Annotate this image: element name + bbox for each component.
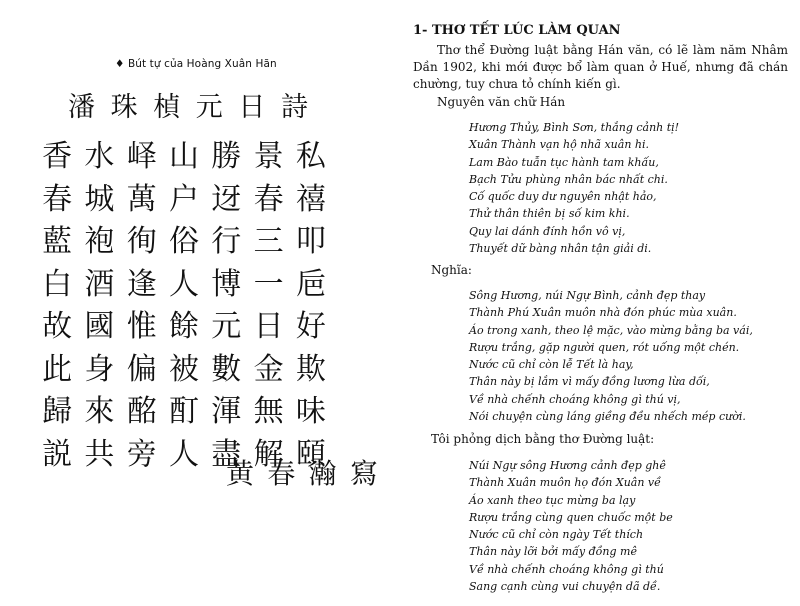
- calligraphy-char: 故: [42, 309, 73, 345]
- calligraphy-char: 徇: [126, 224, 157, 260]
- verse-line: Núi Ngự sông Hương cảnh đẹp ghê: [469, 459, 666, 472]
- title-char: 詩: [280, 92, 308, 123]
- calligraphy-char: 城: [84, 181, 115, 217]
- calligraphy-char: 好: [295, 309, 326, 345]
- signature: [226, 458, 378, 490]
- verse-line: Rượu trắng cùng quen chuốc một be: [469, 510, 673, 524]
- calligraphy-char: 勝: [211, 139, 242, 175]
- calligraphy-char: 味: [295, 394, 326, 430]
- calligraphy-grid: [36, 132, 332, 472]
- verse-line: Áo trong xanh, theo lệ mặc, vào mừng bằng ba vái,: [469, 323, 753, 337]
- verse-line: Sang cạnh cùng vui chuyện dã dề.: [469, 580, 661, 594]
- verse-line: Nước cũ chỉ còn ngày Tết thích: [469, 528, 644, 542]
- verse-line: Lam Bào tuẫn tục hành tam khấu,: [469, 155, 659, 169]
- verse-line: Cố quốc duy dư nguyên nhật hảo,: [469, 190, 657, 204]
- verse-line: Thuyết dữ bàng nhân tận giải di.: [469, 242, 652, 256]
- verse-line: Bạch Tửu phùng nhân bác nhất chi.: [469, 172, 668, 186]
- calligraphy-char: 香: [42, 139, 73, 175]
- calligraphy-char: 酒: [84, 266, 115, 302]
- verse-line: Thân này lỡi bởi mấy đồng mê: [469, 545, 637, 559]
- calligraphy-char: 此: [42, 351, 73, 387]
- verse-line: Xuân Thành vạn hộ nhã xuân hi.: [469, 138, 650, 152]
- calligraphy-char: 渾: [211, 394, 242, 430]
- calligraphy-char: 禧: [295, 181, 326, 217]
- calligraphy-char: 春: [253, 181, 284, 217]
- section-heading: 1- THƠ TẾT LÚC LÀM QUAN: [413, 23, 621, 38]
- verse-line: Rượu trắng, gặp người quen, rót uống một chén.: [469, 340, 740, 354]
- calligraphy-char: 數: [211, 351, 242, 387]
- section-label-translation: Tôi phỏng dịch bằng thơ Đường luật:: [431, 432, 655, 446]
- calligraphy-char: 旁: [126, 436, 157, 472]
- calligraphy-char: 説: [42, 436, 73, 472]
- title-char: 元: [195, 92, 223, 123]
- calligraphy-char: 萬: [126, 181, 157, 217]
- signature-char: 黄: [226, 457, 255, 490]
- calligraphy-char: 被: [168, 351, 199, 387]
- calligraphy-char: 惟: [126, 309, 157, 345]
- signature-char: 春: [267, 457, 296, 490]
- calligraphy-char: 叩: [295, 224, 326, 260]
- verse-line: Thành Phú Xuân muôn nhà đón phúc mùa xuân.: [469, 306, 737, 320]
- calligraphy-char: 國: [84, 309, 115, 345]
- signature-char: 寫: [349, 457, 378, 490]
- verse-line: Nói chuyện cùng láng giềng đều nhếch mép cười.: [469, 410, 746, 424]
- calligraphy-char: 户: [168, 181, 199, 217]
- calligraphy-char: 盡: [211, 436, 242, 472]
- calligraphy-char: 偏: [126, 351, 157, 387]
- title-char: 日: [238, 92, 266, 123]
- calligraphy-char: 袍: [84, 224, 115, 260]
- poem-title: [68, 93, 308, 123]
- verse-line: Nước cũ chỉ còn lễ Tết là hay,: [469, 358, 634, 372]
- calligraphy-char: 解: [253, 436, 284, 472]
- calligraphy-char: 酩: [126, 394, 157, 430]
- calligraphy-char: 酊: [168, 394, 199, 430]
- calligraphy-char: 身: [84, 351, 115, 387]
- calligraphy-char: 俗: [168, 224, 199, 260]
- section-label-meaning: Nghĩa:: [431, 263, 472, 277]
- calligraphy-char: 日: [253, 309, 284, 345]
- calligraphy-char: 逢: [126, 266, 157, 302]
- calligraphy-char: 水: [84, 139, 115, 175]
- verse-line: Hương Thủy, Bình Sơn, thắng cảnh tị!: [469, 121, 680, 134]
- calligraphy-char: 頤: [295, 436, 326, 472]
- section-label-original: Nguyên văn chữ Hán: [437, 95, 566, 109]
- title-char: 潘: [68, 92, 95, 123]
- verse-line: Về nhà chếnh choáng không gì thú: [469, 562, 664, 576]
- calligraphy-char: 三: [253, 224, 284, 260]
- calligraphy-char: 春: [42, 181, 73, 217]
- verse-translation: [469, 457, 673, 595]
- verse-line: Quy lai dánh đính hồn vô vị,: [469, 224, 626, 238]
- verse-line: Thành Xuân muôn họ đón Xuân về: [469, 476, 661, 490]
- calligraphy-char: 巵: [295, 266, 326, 302]
- verse-line: Thân này bị lắm vì mấy đồng lương lừa dối,: [469, 375, 710, 389]
- calligraphy-char: 歸: [42, 394, 73, 430]
- calligraphy-char: 行: [211, 224, 242, 260]
- verse-original: [469, 119, 679, 257]
- calligraphy-char: 無: [253, 394, 284, 430]
- calligraphy-char: 來: [84, 394, 115, 430]
- left-page: [0, 0, 395, 606]
- verse-meaning: [469, 287, 753, 425]
- calligraphy-char: 私: [295, 139, 326, 175]
- verse-line: Sông Hương, núi Ngự Bình, cảnh đẹp thay: [469, 289, 706, 302]
- title-char: 珠: [110, 92, 138, 123]
- calligraphy-char: 元: [211, 309, 242, 345]
- calligraphy-char: 金: [253, 351, 284, 387]
- calligraphy-char: 餘: [168, 309, 199, 345]
- calligraphy-char: 景: [253, 139, 284, 175]
- calligraphy-char: 人: [168, 436, 199, 472]
- calligraphy-char: 人: [168, 266, 199, 302]
- calligraphy-char: 峄: [126, 139, 157, 175]
- verse-line: Về nhà chếnh choáng không gì thú vị,: [469, 392, 681, 406]
- signature-char: 瀚: [308, 457, 337, 490]
- calligraphy-char: 藍: [42, 224, 73, 260]
- title-char: 楨: [153, 92, 181, 123]
- caption: ♦ Bút tự của Hoàng Xuân Hãn: [115, 58, 277, 70]
- calligraphy-char: 共: [84, 436, 115, 472]
- calligraphy-char: 迓: [211, 181, 242, 217]
- calligraphy-char: 山: [168, 139, 199, 175]
- calligraphy-char: 欺: [295, 351, 326, 387]
- intro-paragraph: Thơ thể Đường luật bằng Hán văn, có lẽ làm năm Nhâm Dần 1902, khi mới được bổ làm quan ở Huế, nhưng đã chán chường, tuy chưa tỏ chính kiến gì.: [413, 43, 788, 91]
- verse-line: Thử thân thiên bị số kim khi.: [469, 207, 630, 221]
- calligraphy-char: 博: [211, 266, 242, 302]
- verse-line: Áo xanh theo tục mừng ba lạy: [469, 493, 636, 507]
- calligraphy-char: 白: [42, 266, 73, 302]
- calligraphy-char: 一: [253, 266, 284, 302]
